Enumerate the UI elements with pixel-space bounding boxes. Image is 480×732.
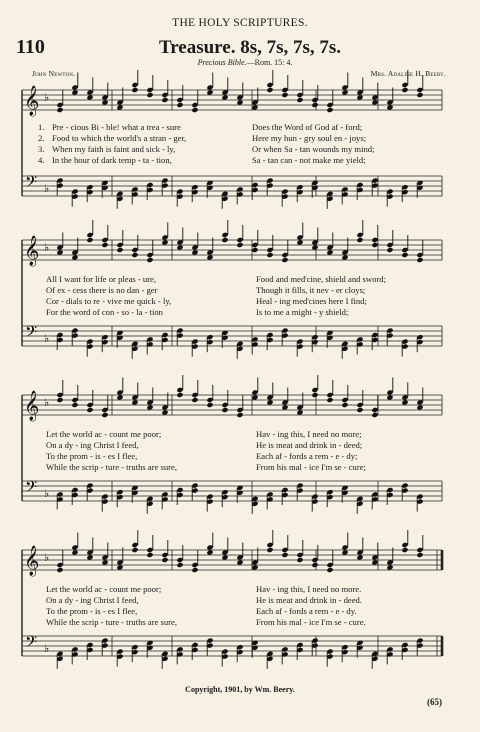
bass-clef-icon: 𝄢 [25, 173, 38, 195]
note-head [146, 552, 153, 558]
note-head [221, 407, 228, 413]
note-head [311, 102, 318, 108]
note-head [356, 237, 363, 243]
bass-clef-icon: 𝄢 [25, 323, 38, 345]
note-head [251, 247, 258, 253]
note-head [281, 257, 288, 263]
note-head [311, 392, 318, 398]
note-head [401, 87, 408, 93]
lyric-line: 3. When my faith is faint and sick - ly, Or when Sa - tan wounds my mind; [38, 144, 375, 154]
music-system-4 [16, 540, 446, 680]
music-system-2 [16, 230, 446, 365]
lyric-line: While the scrip - ture - truths are sure, From his mal - ice I'm se - cure; [46, 462, 366, 472]
lyric-line: On a dy - ing Christ I feed, He is meat and drink in - deed. [46, 595, 362, 605]
treble-clef-icon: 𝄞 [24, 391, 40, 421]
note-head [386, 247, 393, 253]
note-head [176, 392, 183, 398]
treble-clef-icon: 𝄞 [24, 86, 40, 116]
note-head [266, 252, 273, 258]
lyric-line: 4. In the hour of dark temp - ta - tion, Sa - tan can - not make me yield; [38, 155, 366, 165]
hymn-title: Treasure. 8s, 7s, 7s, 7s. [158, 37, 342, 58]
note-head [401, 252, 408, 258]
note-head [416, 257, 423, 263]
note-head [56, 397, 63, 403]
note-head [341, 402, 348, 408]
note-head [311, 562, 318, 568]
bass-clef-icon: 𝄢 [25, 478, 38, 500]
note-head [236, 412, 243, 418]
note-head [206, 402, 213, 408]
music-system-1 [16, 80, 446, 215]
note-head [281, 552, 288, 558]
copyright-notice: Copyright, 1901, by Wm. Beery. [185, 685, 295, 694]
note-head [296, 557, 303, 563]
flat-sign-icon: ♭ [44, 551, 50, 564]
lyric-line: All I want for life or pleas - ure, Food and med'cine, shield and sword; [46, 274, 386, 284]
flat-sign-icon: ♭ [44, 91, 50, 104]
lyric-line: 1. Pre - cious Bi - ble! what a trea - sure Does the Word of God af - ford; [38, 122, 363, 132]
lyric-line: Of ex - cess there is no dan - ger Though it fills, it nev - er cloys; [46, 285, 366, 295]
note-head [56, 567, 63, 573]
note-head [296, 97, 303, 103]
words-credit: John Newton. [32, 69, 76, 78]
note-head [146, 257, 153, 263]
note-head [191, 567, 198, 573]
note-head [131, 547, 138, 553]
flat-sign-icon: ♭ [44, 241, 50, 254]
flat-sign-icon: ♭ [44, 396, 50, 409]
lyric-line: For the word of con - so - la - tion Is to me a might - y shield; [46, 307, 349, 317]
note-head [101, 412, 108, 418]
note-head [161, 97, 168, 103]
note-head [191, 397, 198, 403]
note-head [326, 567, 333, 573]
note-head [71, 402, 78, 408]
note-head [371, 412, 378, 418]
flat-sign-icon: ♭ [44, 642, 50, 655]
note-head [86, 237, 93, 243]
note-head [191, 107, 198, 113]
bass-clef-icon: 𝄢 [25, 633, 38, 655]
note-head [266, 87, 273, 93]
music-system-3 [16, 385, 446, 520]
note-head [176, 562, 183, 568]
lyric-line: To the prom - is - es I flee, Each af - fords a rem - e - dy; [46, 451, 358, 461]
treble-clef-icon: 𝄞 [24, 546, 40, 576]
note-head [371, 242, 378, 248]
lyric-line: Cor - dials to re - vive me quick - ly, Heal - ing med'cines here I find; [46, 296, 367, 306]
note-head [161, 557, 168, 563]
lyric-line: Let the world ac - count me poor; Hav - ing this, I need no more. [46, 584, 362, 594]
note-head [131, 252, 138, 258]
bible-reference: —Rom. 15: 4. [246, 58, 293, 67]
note-head [176, 102, 183, 108]
scripture-reference [0, 58, 480, 67]
note-head [401, 547, 408, 553]
note-head [416, 552, 423, 558]
note-head [236, 242, 243, 248]
note-head [116, 247, 123, 253]
lyric-line: Let the world ac - count me poor; Hav - ing this, I need no more; [46, 429, 362, 439]
note-head [56, 107, 63, 113]
note-head [356, 407, 363, 413]
lyric-line: 2. Food to which the world's a stran - ger, Here my hun - gry soul en - joys; [38, 133, 367, 143]
lyric-line: While the scrip - ture - truths are sure, From his mal - ice I'm se - cure. [46, 617, 366, 627]
note-head [101, 242, 108, 248]
note-head [281, 92, 288, 98]
note-head [326, 397, 333, 403]
treble-clef-icon: 𝄞 [24, 236, 40, 266]
tune-name: Precious Bible. [197, 58, 247, 67]
flat-sign-icon: ♭ [44, 332, 50, 345]
lyric-line: On a dy - ing Christ I feed, He is meat and drink in - deed; [46, 440, 363, 450]
note-head [266, 547, 273, 553]
note-head [221, 237, 228, 243]
note-head [131, 87, 138, 93]
flat-sign-icon: ♭ [44, 182, 50, 195]
note-head [326, 107, 333, 113]
note-head [416, 92, 423, 98]
music-credit: Mrs. Adaline H. Beery. [370, 69, 446, 78]
note-head [146, 92, 153, 98]
hymn-number: 110 [16, 36, 45, 58]
page-number: (65) [427, 697, 442, 707]
section-header: THE HOLY SCRIPTURES. [172, 17, 308, 29]
lyric-line: To the prom - is - es I flee, Each af - fords a rem - e - dy. [46, 606, 357, 616]
flat-sign-icon: ♭ [44, 487, 50, 500]
note-head [86, 407, 93, 413]
